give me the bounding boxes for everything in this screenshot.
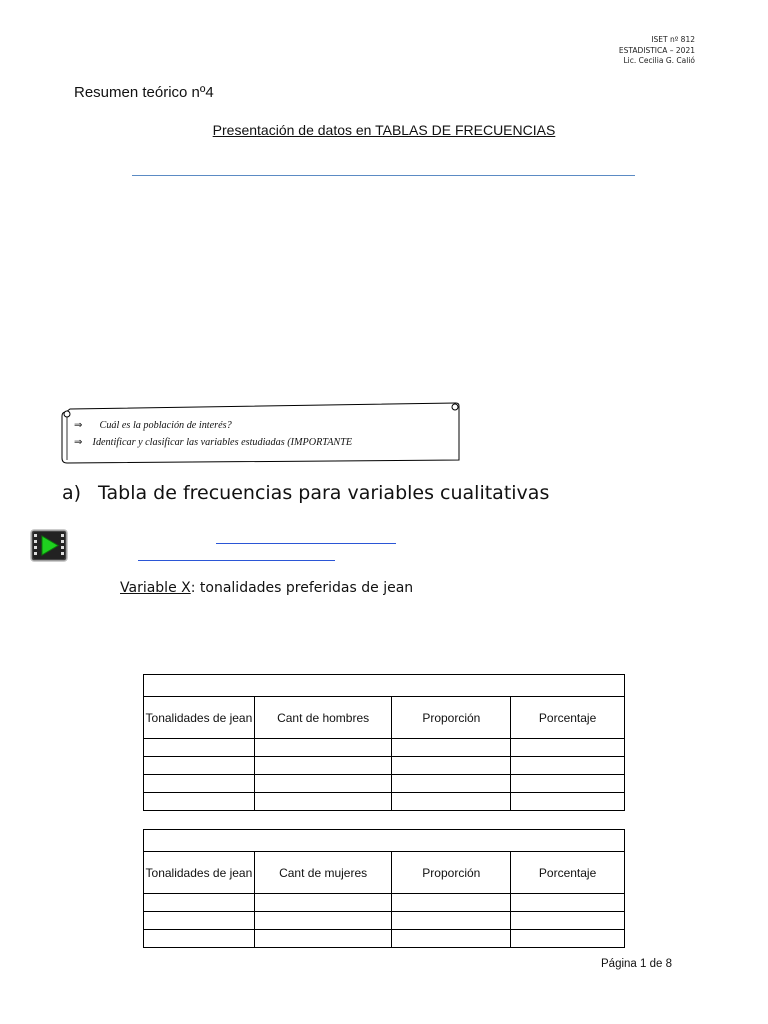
table-caption-row — [144, 830, 625, 852]
scroll-item-variables — [74, 434, 352, 451]
table-cell — [392, 757, 511, 775]
table-cell — [254, 739, 392, 757]
table-row — [144, 757, 625, 775]
header-course: ESTADISTICA – 2021 — [618, 45, 695, 55]
table-cell — [511, 775, 625, 793]
table-cell — [392, 894, 511, 912]
table-cell — [144, 757, 255, 775]
variable-description: : tonalidades preferidas de jean — [190, 580, 414, 596]
video-link-underline[interactable] — [138, 560, 335, 561]
column-header: Tonalidades de jean — [144, 697, 255, 739]
table-row — [144, 739, 625, 757]
table-cell — [511, 793, 625, 811]
column-header: Porcentaje — [511, 852, 625, 894]
video-link-underline[interactable] — [216, 543, 396, 544]
table-header-row — [144, 697, 625, 739]
table-cell — [254, 894, 392, 912]
scroll-item-poblacion — [74, 417, 352, 434]
table-cell — [144, 739, 255, 757]
column-header: Porcentaje — [511, 697, 625, 739]
frequency-table-mujeres — [143, 829, 625, 948]
table-cell — [392, 739, 511, 757]
table-cell — [392, 912, 511, 930]
table-cell — [254, 930, 392, 948]
table-cell — [254, 793, 392, 811]
table-caption-cell — [144, 830, 625, 852]
table-cell — [254, 775, 392, 793]
scroll-item-text: Cuál es la población de interés? — [99, 420, 232, 431]
frequency-table-hombres — [143, 674, 625, 811]
section-heading — [62, 482, 549, 504]
arrow-right-icon: ⇒ — [74, 437, 83, 448]
column-header: Proporción — [392, 697, 511, 739]
table-cell — [511, 757, 625, 775]
table-caption-cell — [144, 675, 625, 697]
table-cell — [144, 930, 255, 948]
document-header — [619, 35, 695, 67]
table-cell — [511, 912, 625, 930]
table-cell — [144, 912, 255, 930]
table-row — [144, 775, 625, 793]
table-caption-row — [144, 675, 625, 697]
arrow-right-icon: ⇒ — [74, 420, 83, 431]
scroll-content — [74, 417, 352, 451]
table-cell — [511, 739, 625, 757]
column-header: Cant de hombres — [254, 697, 392, 739]
page-number: Página 1 de 8 — [601, 958, 672, 970]
table-row — [144, 912, 625, 930]
table-row — [144, 930, 625, 948]
table-cell — [144, 793, 255, 811]
table-cell — [392, 793, 511, 811]
table-row — [144, 894, 625, 912]
column-header: Cant de mujeres — [254, 852, 392, 894]
summary-title: Resumen teórico nº4 — [74, 84, 214, 101]
table-cell — [511, 930, 625, 948]
header-author: Lic. Cecilia G. Calió — [623, 56, 695, 65]
page-subtitle — [0, 122, 768, 138]
table-cell — [392, 775, 511, 793]
column-header: Proporción — [392, 852, 511, 894]
table-cell — [144, 775, 255, 793]
horizontal-rule — [132, 175, 635, 176]
table-cell — [254, 757, 392, 775]
film-play-icon[interactable] — [30, 529, 68, 562]
subtitle-text: Presentación de datos en TABLAS DE FRECUENCIAS — [212, 122, 556, 138]
table-cell — [254, 912, 392, 930]
table-row — [144, 793, 625, 811]
table-cell — [144, 894, 255, 912]
section-label: a) — [62, 482, 82, 504]
variable-label: Variable X — [120, 580, 191, 596]
table-header-row — [144, 852, 625, 894]
variable-definition — [120, 580, 413, 596]
column-header: Tonalidades de jean — [144, 852, 255, 894]
scroll-item-text: Identificar y clasificar las variables estudiadas (IMPORTANTE — [92, 437, 353, 448]
table-cell — [511, 894, 625, 912]
table-cell — [392, 930, 511, 948]
section-title: Tabla de frecuencias para variables cualitativas — [98, 482, 550, 504]
header-institution: ISET nº 812 — [651, 35, 695, 44]
